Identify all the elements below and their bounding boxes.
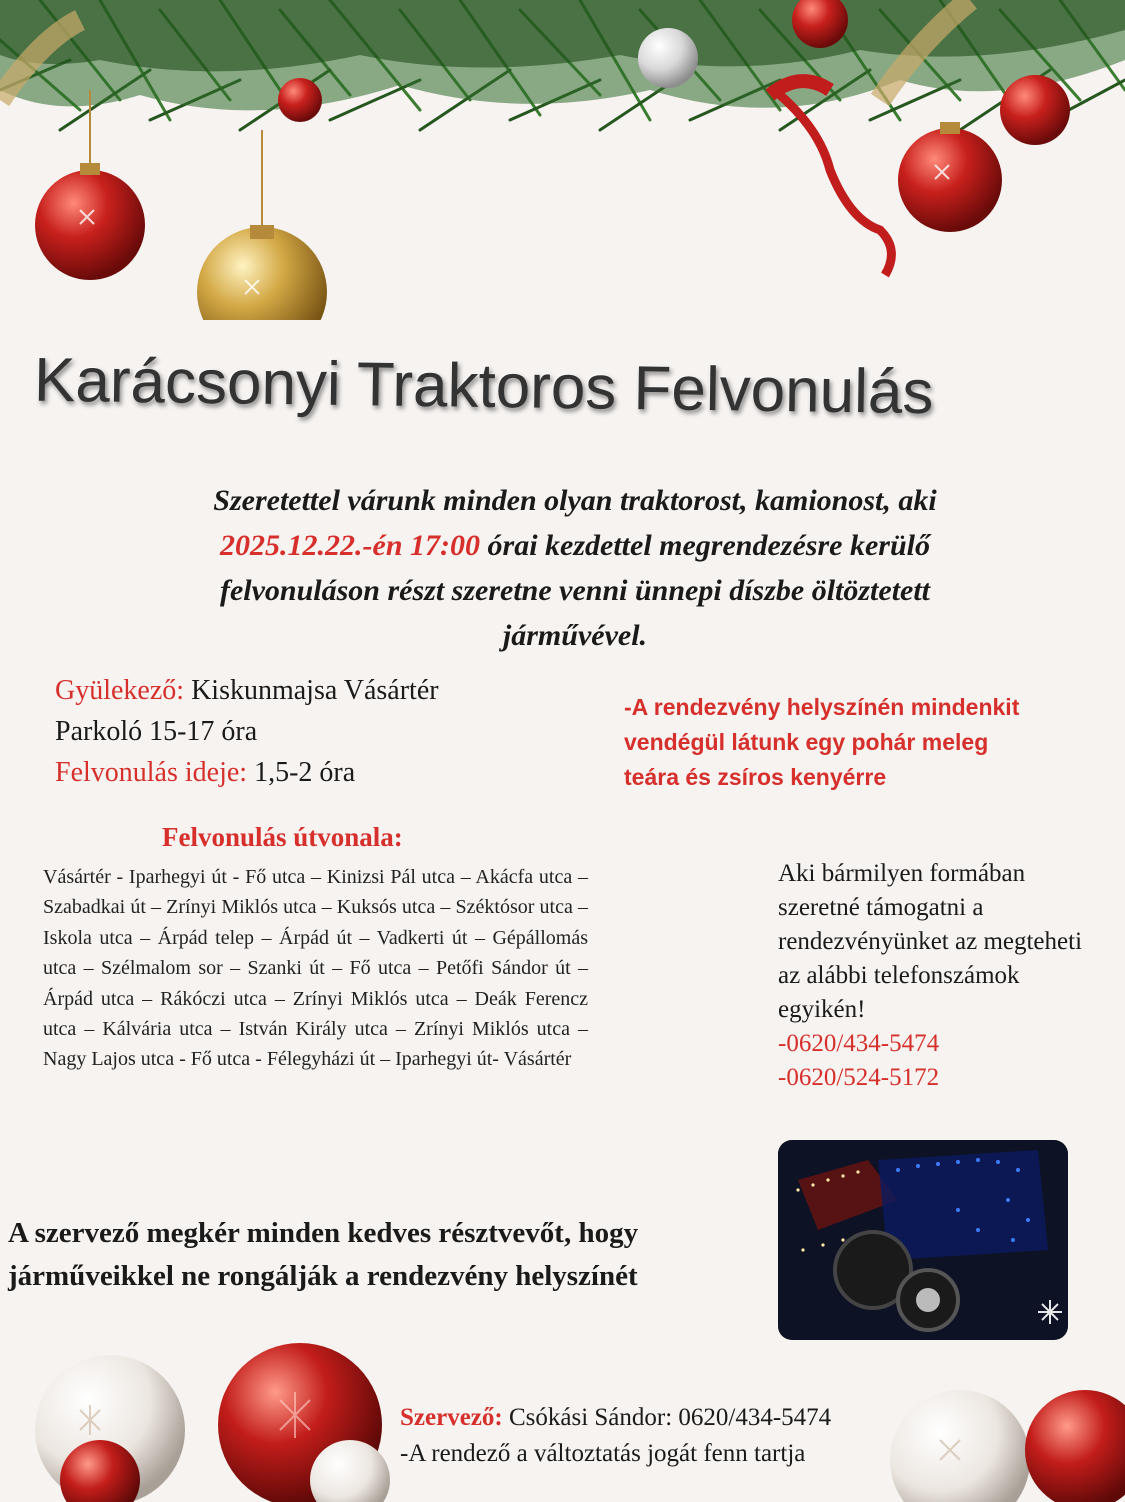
red-ornament [1025,1390,1125,1502]
support-phone-2: -0620/524-5172 [778,1064,940,1091]
gathering-info [55,670,615,793]
gathering-parking: Parkoló 15-17 óra [55,716,258,747]
poster-title: Karácsonyi Traktoros Felvonulás [33,345,934,428]
support-text: Aki bármilyen formában szeretné támogatni a rendezvényünket az megteheti az alábbi telefonszámok egyikén! [778,860,1083,1023]
support-phone-1: -0620/434-5474 [778,1030,940,1057]
intro-line-2: 2025.12.22.-én 17:00 órai kezdettel megrendezésre kerülő [220,529,930,562]
red-ornament [35,170,145,280]
red-ornament [278,78,322,122]
duration-value: 1,5-2 óra [247,757,356,788]
duration-label: Felvonulás ideje: [55,757,248,788]
route-description: Vásártér - Iparhegyi út - Fő utca – Kinizsi Pál utca – Akácfa utca – Szabadkai út – Zrínyi Miklós utca – Kuksós utca – Széktósor utca – Iskola utca – Árpád telep – Árpád út – Vadkerti út – Gépállomás utca – Szélmalom sor – Szanki út – Fő utca – Petőfi Sándor út – Árpád utca – Rákóczi utca – Zrínyi Miklós utca – Deák Ferencz utca – Kálvária utca – István Király utca – Zrínyi Miklós utca – Nagy Lajos utca - Fő utca - Félegyházi út – Iparhegyi út- Vásártér [43,866,588,1071]
intro-line-3: felvonuláson részt szeretne venni ünnepi díszbe öltöztetett [219,574,931,607]
red-ornament [898,128,1002,232]
tractor-lights-photo [778,1140,1068,1340]
organizer-label: Szervező: [400,1404,503,1431]
event-date-time: 2025.12.22.-én 17:00 [220,529,481,562]
red-ornament [1000,75,1070,145]
organizer-value: Csókási Sándor: 0620/434-5474 [502,1404,832,1431]
behavior-notice: A szervező megkér minden kedves résztvevőt, hogy járműveikkel ne rongálják a rendezvény helyszínét [8,1217,639,1292]
gathering-value: Kiskunmajsa Vásártér [184,675,439,706]
silver-ornament [638,28,698,88]
support-info [778,857,1098,1095]
invitation-paragraph [90,478,1060,658]
route-title: Felvonulás útvonala: [162,822,403,852]
organizer-info [400,1400,960,1472]
intro-line-4: járművével. [502,619,648,652]
intro-line-1: Szeretettel várunk minden olyan traktorost, kamionost, aki [213,484,937,517]
gold-ornament [197,227,327,320]
christmas-garland-decoration [0,0,1125,320]
hospitality-note: -A rendezvény helyszínén mindenkit vendégül látunk egy pohár meleg teára és zsíros kenyérre [624,694,1020,790]
organizer-disclaimer: -A rendező a változtatás jogát fenn tartja [400,1440,806,1467]
gathering-label: Gyülekező: [55,675,185,706]
